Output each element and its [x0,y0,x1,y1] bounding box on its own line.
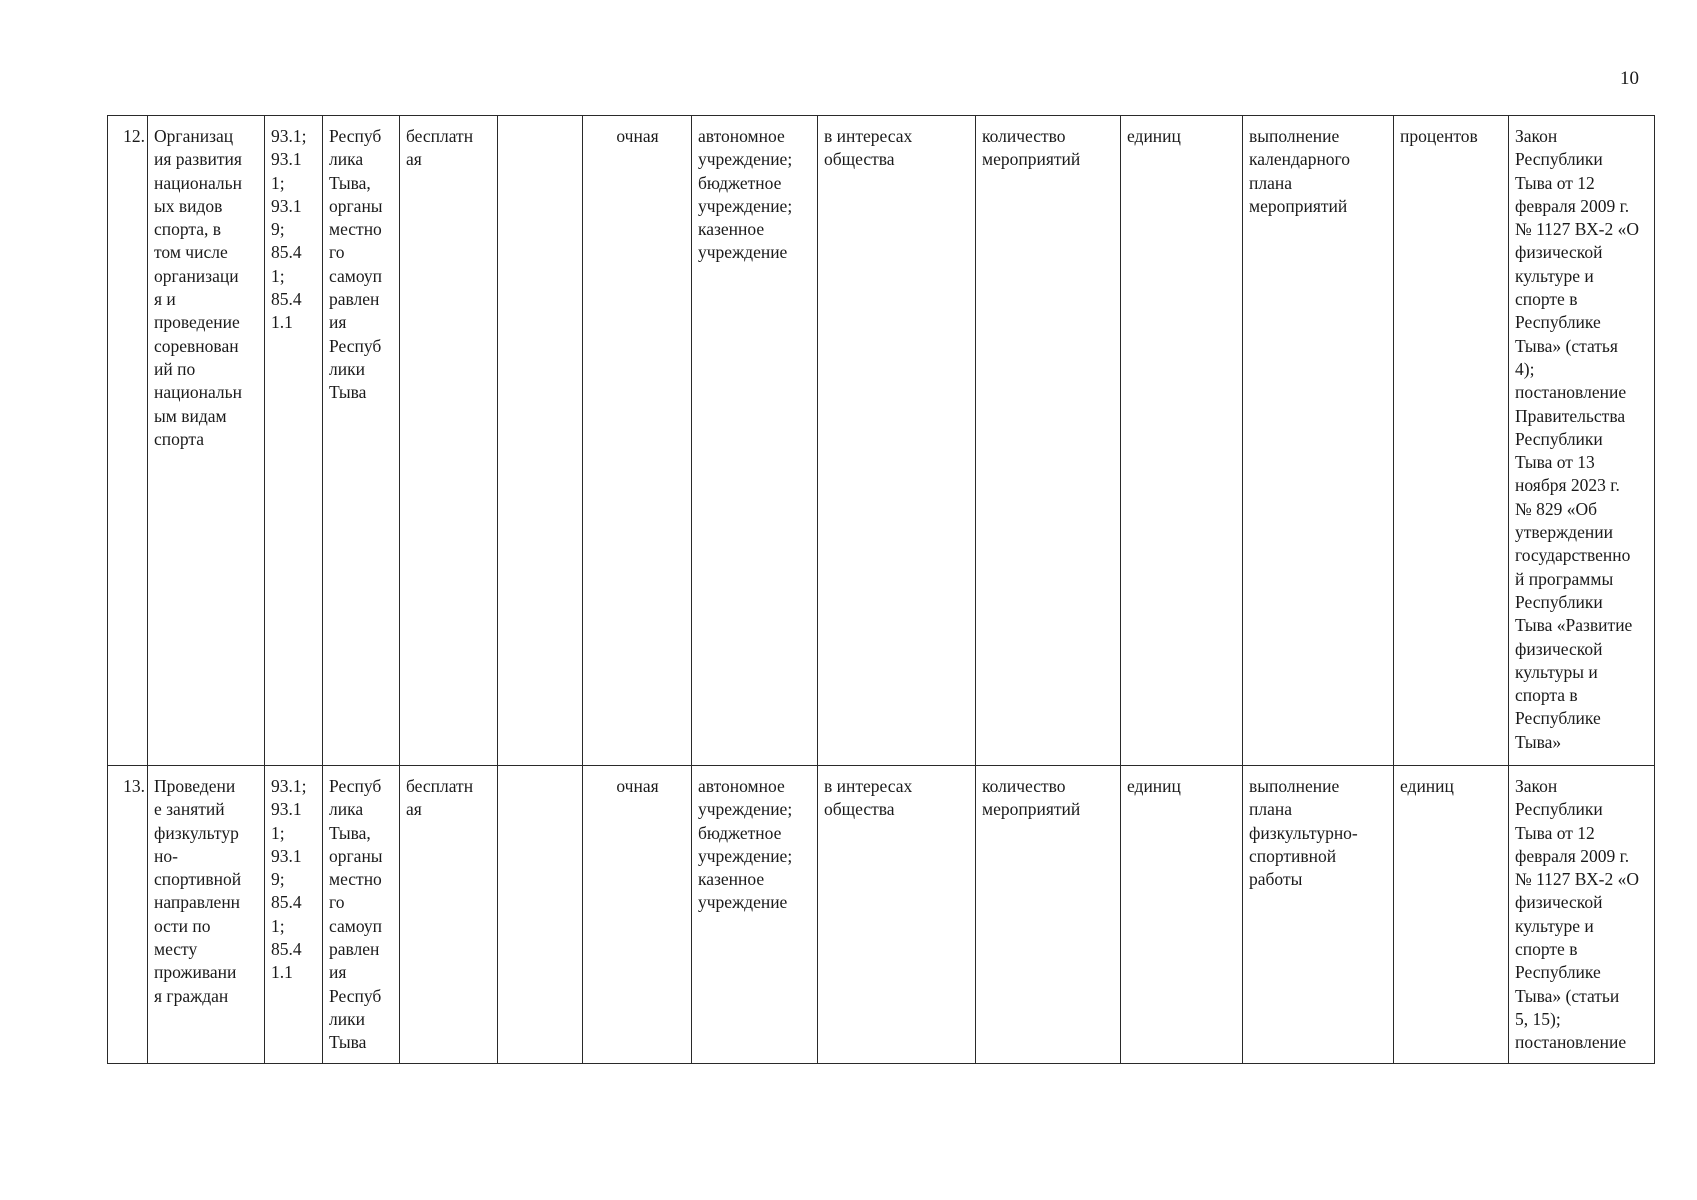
okved-cell: 93.1; 93.1 1; 93.1 9; 85.4 1; 85.4 1.1 [265,116,323,766]
volume-unit-cell: единиц [1121,766,1243,1064]
table-row [108,766,1655,1064]
empty-cell [498,766,583,1064]
services-table [107,115,1655,1064]
form-cell: очная [583,116,692,766]
okved-cell: 93.1; 93.1 1; 93.1 9; 85.4 1; 85.4 1.1 [265,766,323,1064]
table-row [108,116,1655,766]
row-number-cell: 12. [108,116,148,766]
provider-cell: Респуб лика Тыва, органы местно го самоуп равлен ия Респуб лики Тыва [323,766,400,1064]
legal-basis-cell: Закон Республики Тыва от 12 февраля 2009 г. № 1127 ВХ-2 «О физической культуре и спорте в Республике Тыва» (статья 4); постановление Правительства Республики Тыва от 13 ноября 2023 г. № 829 «Об утверждении государственно й программы Республики Тыва «Развитие физической культуры и спорта в Республике Тыва» [1509,116,1655,766]
volume-indicator-cell: количество мероприятий [976,116,1121,766]
service-name-cell: Организац ия развития национальн ых видов спорта, в том числе организаци я и проведение соревнован ий по национальн ым видам спорта [148,116,265,766]
row-number-cell: 13. [108,766,148,1064]
service-name-cell: Проведени е занятий физкультур но- спортивной направленн ости по месту проживани я граждан [148,766,265,1064]
volume-unit-cell: единиц [1121,116,1243,766]
form-cell: очная [583,766,692,1064]
institution-type-cell: автономное учреждение; бюджетное учреждение; казенное учреждение [692,116,818,766]
institution-type-cell: автономное учреждение; бюджетное учреждение; казенное учреждение [692,766,818,1064]
payment-cell: бесплатн ая [400,116,498,766]
quality-indicator-cell: выполнение плана физкультурно- спортивной работы [1243,766,1394,1064]
consumer-cell: в интересах общества [818,766,976,1064]
page-number: 10 [1620,68,1639,89]
payment-cell: бесплатн ая [400,766,498,1064]
quality-unit-cell: единиц [1394,766,1509,1064]
provider-cell: Респуб лика Тыва, органы местно го самоуп равлен ия Респуб лики Тыва [323,116,400,766]
consumer-cell: в интересах общества [818,116,976,766]
legal-basis-cell: Закон Республики Тыва от 12 февраля 2009 г. № 1127 ВХ-2 «О физической культуре и спорте в Республике Тыва» (статьи 5, 15); постановление [1509,766,1655,1064]
volume-indicator-cell: количество мероприятий [976,766,1121,1064]
empty-cell [498,116,583,766]
quality-indicator-cell: выполнение календарного плана мероприятий [1243,116,1394,766]
quality-unit-cell: процентов [1394,116,1509,766]
